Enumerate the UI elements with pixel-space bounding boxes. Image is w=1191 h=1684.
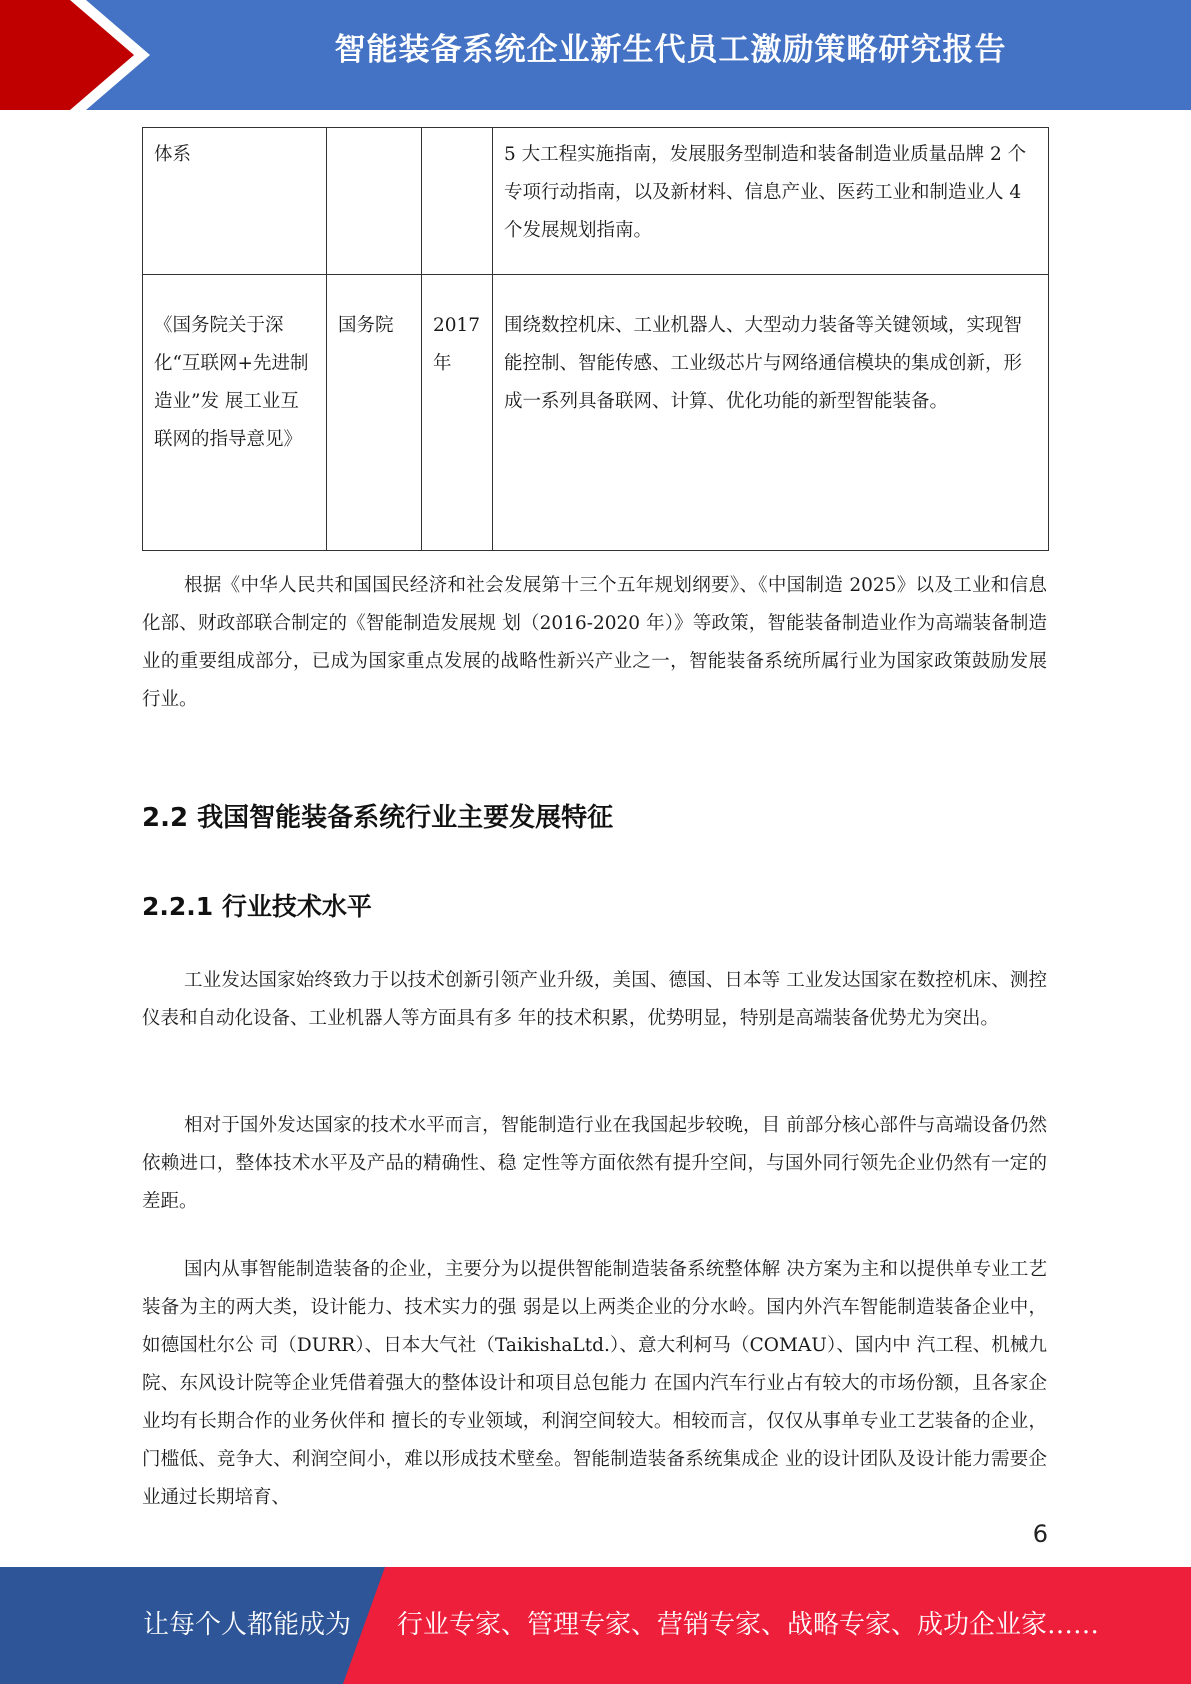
- content-cell: 5 大工程实施指南，发展服务型制造和装备制造业质量品牌 2 个专项行动指南，以及新材料、信息产业、医药工业和制造业人 4 个发展规划指南。: [493, 128, 1049, 275]
- paragraph-policy-summary: 根据《中华人民共和国国民经济和社会发展第十三个五年规划纲要》、《中国制造 2025》以及工业和信息化部、财政部联合制定的《智能制造发展规 划（2016-2020 年）》等政策，智能装备制造业作为高端装备制造业的重要组成部分，已成为国家重点发展的战略性新兴产业之一，智能装备系统所属行业为国家政策鼓励发展行业。: [142, 575, 1047, 710]
- paragraph-technology-gap: 相对于国外发达国家的技术水平而言，智能制造行业在我国起步较晚，目 前部分核心部件与高端设备仍然依赖进口，整体技术水平及产品的精确性、稳 定性等方面依然有提升空间，与国外同行领先企业仍然有一定的差距。: [142, 1115, 1047, 1212]
- footer-slogan-right: 行业专家、管理专家、营销专家、战略专家、成功企业家……: [397, 1610, 1100, 1640]
- footer-slogan-left: 让每个人都能成为: [143, 1610, 352, 1640]
- content-cell: 围绕数控机床、工业机器人、大型动力装备等关键领域，实现智能控制、智能传感、工业级芯片与网络通信模块的集成创新，形成一系列具备联网、计算、优化功能的新型智能装备。: [493, 275, 1049, 551]
- paragraph-developed-countries: 工业发达国家始终致力于以技术创新引领产业升级，美国、德国、日本等 工业发达国家在数控机床、测控仪表和自动化设备、工业机器人等方面具有多 年的技术积累，优势明显，特别是高端装备优势尤为突出。: [142, 970, 1047, 1029]
- year-cell: [422, 128, 493, 275]
- section-heading: 2.2 我国智能装备系统行业主要发展特征: [142, 803, 614, 833]
- header-arrow-icon: [0, 0, 140, 110]
- report-title: 智能装备系统企业新生代员工激励策略研究报告: [334, 32, 1007, 68]
- page-number: 6: [1032, 1520, 1048, 1548]
- paragraph-domestic-enterprises: 国内从事智能制造装备的企业，主要分为以提供智能制造装备系统整体解 决方案为主和以提供单专业工艺装备为主的两大类，设计能力、技术实力的强 弱是以上两类企业的分水岭。国内外汽车智能制造装备企业中，如德国杜尔公 司（DURR）、日本大气社（TaikishaLtd.）、意大利柯马（COMAU）、国内中 汽工程、机械九院、东风设计院等企业凭借着强大的整体设计和项目总包能力 在国内汽车行业占有较大的市场份额，且各家企业均有长期合作的业务伙伴和 擅长的专业领域，利润空间较大。相较而言，仅仅从事单专业工艺装备的企业，门槛低、竞争大、利润空间小，难以形成技术壁垒。智能制造装备系统集成企 业的设计团队及设计能力需要企业通过长期培育、: [142, 1259, 1047, 1508]
- table-row: [143, 128, 1049, 275]
- footer-banner: [0, 1567, 1191, 1684]
- year-cell: 2017年: [422, 275, 493, 551]
- policy-name-cell: 体系: [143, 128, 327, 275]
- header-banner: [0, 0, 1191, 110]
- issuer-cell: [327, 128, 422, 275]
- subsection-heading: 2.2.1 行业技术水平: [142, 892, 372, 921]
- policy-table: [142, 127, 1049, 551]
- table-row: [143, 275, 1049, 551]
- policy-name-cell: 《国务院关于深化“互联网+先进制造业”发 展工业互联网的指导意见》: [143, 275, 327, 551]
- issuer-cell: 国务院: [327, 275, 422, 551]
